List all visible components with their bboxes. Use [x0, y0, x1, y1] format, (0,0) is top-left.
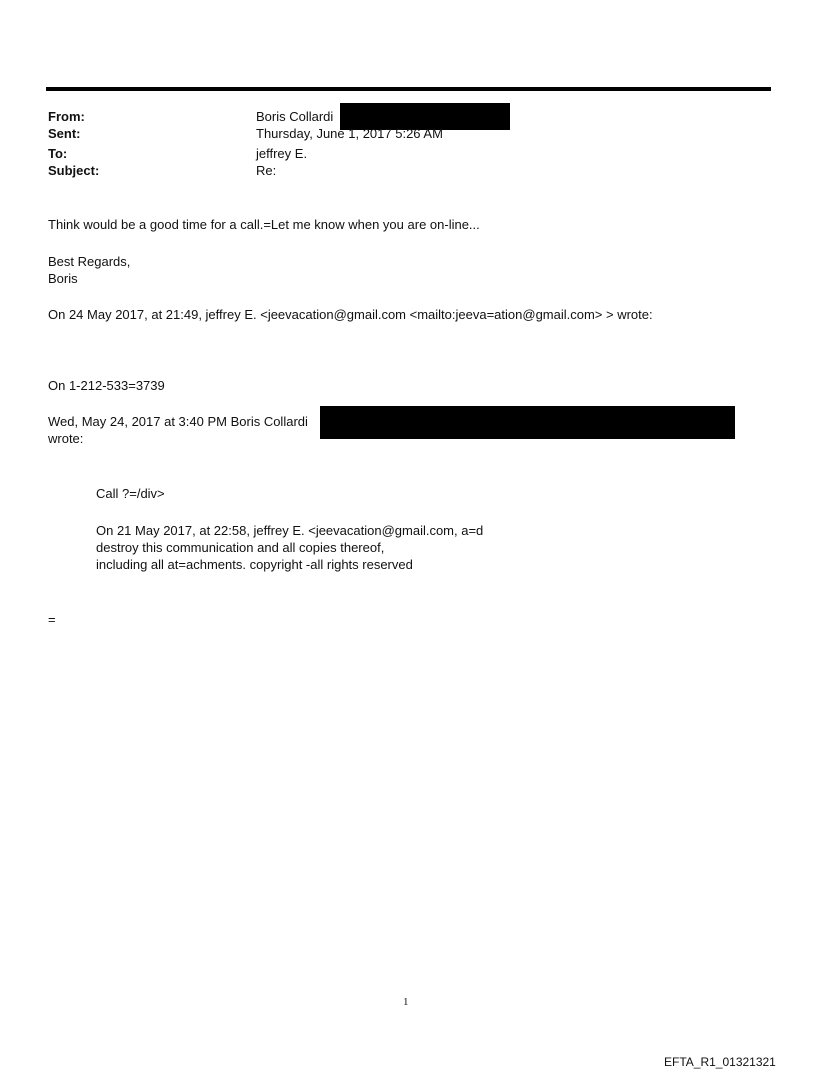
phone-line: On 1-212-533=3739: [48, 378, 165, 393]
header-divider: [46, 87, 771, 91]
quoted-header-2-wrote: wrote:: [48, 431, 84, 446]
subject-value: Re:: [256, 163, 277, 178]
quoted-header-1: On 24 May 2017, at 21:49, jeffrey E. <jeevacation@gmail.com <mailto:jeeva=ation@gmail.com> > wrote:: [48, 307, 653, 322]
to-label: To:: [48, 146, 68, 161]
from-label: From:: [48, 109, 85, 124]
nested-attachments-line: including all at=achments. copyright -all rights reserved: [96, 557, 413, 572]
nested-call-line: Call ?=/div>: [96, 486, 165, 501]
from-value: Boris Collardi: [256, 109, 334, 124]
body-regards: Best Regards,: [48, 254, 131, 269]
to-value: jeffrey E.: [256, 146, 308, 161]
subject-label: Subject:: [48, 163, 100, 178]
nested-destroy-line: destroy this communication and all copies thereof,: [96, 540, 385, 555]
bates-number: EFTA_R1_01321321: [664, 1055, 776, 1069]
sent-label: Sent:: [48, 126, 81, 141]
sent-value: Thursday, June 1, 2017 5:26 AM: [256, 126, 443, 141]
nested-quote-header: On 21 May 2017, at 22:58, jeffrey E. <jeevacation@gmail.com, a=d: [96, 523, 484, 538]
body-line-1: Think would be a good time for a call.=Let me know when you are on-line...: [48, 217, 480, 232]
quoted-header-2: Wed, May 24, 2017 at 3:40 PM Boris Collardi: [48, 414, 308, 429]
trailing-equals: =: [48, 612, 56, 627]
page-number: 1: [403, 996, 409, 1008]
redaction-sender-email: [320, 406, 735, 439]
body-signature: Boris: [48, 271, 78, 286]
